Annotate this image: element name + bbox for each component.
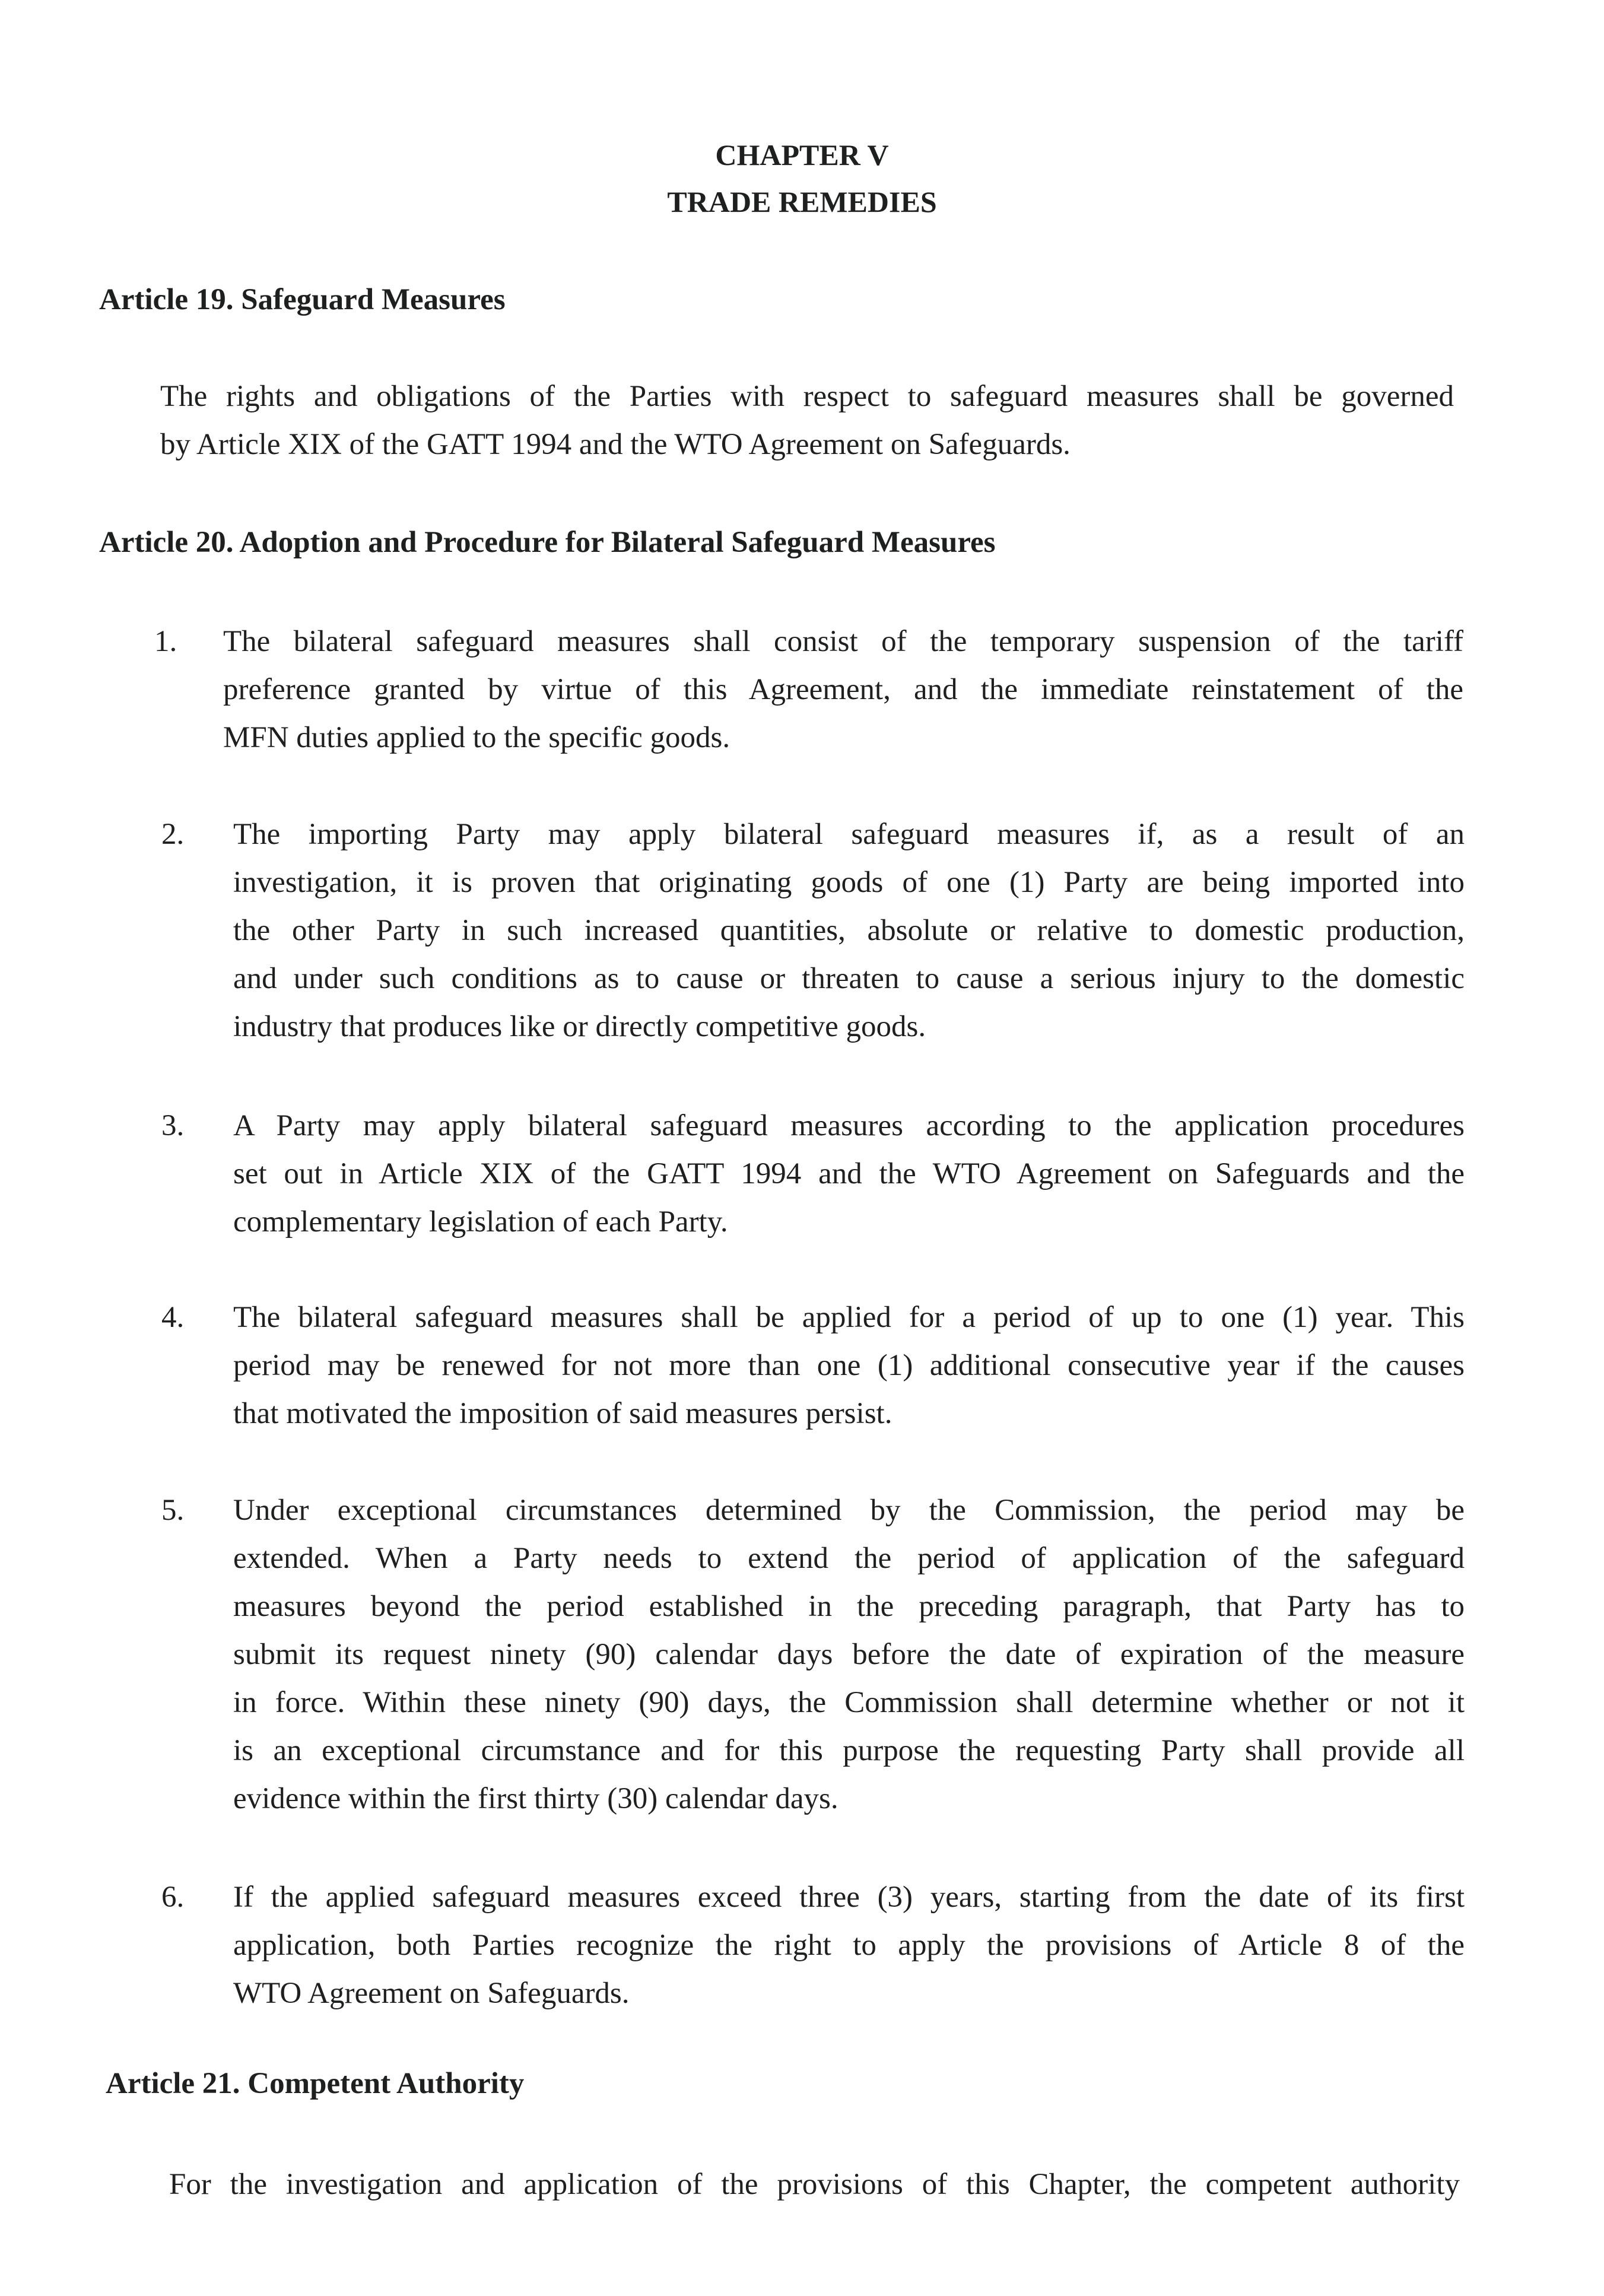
chapter-number: CHAPTER V (715, 138, 889, 172)
text-line: For the investigation and application of the provisions of this Chapter, the competent authority (169, 2168, 1460, 2201)
text-line: by Article XIX of the GATT 1994 and the WTO Agreement on Safeguards. (160, 428, 1071, 461)
text-line: The bilateral safeguard measures shall be applied for a period of up to one (1) year. This (233, 1301, 1465, 1334)
text-line: The importing Party may apply bilateral safeguard measures if, as a result of an (233, 818, 1465, 851)
list-item (223, 618, 1463, 762)
text-line: is an exceptional circumstance and for this purpose the requesting Party shall provide all (233, 1734, 1465, 1767)
list-item (233, 1487, 1465, 1823)
text-line: The bilateral safeguard measures shall consist of the temporary suspension of the tariff (223, 625, 1463, 658)
list-item (233, 1294, 1465, 1438)
text-line: the other Party in such increased quantities, absolute or relative to domestic production, (233, 914, 1465, 947)
list-item-number: 5. (161, 1494, 185, 1527)
text-line: Under exceptional circumstances determined by the Commission, the period may be (233, 1494, 1465, 1527)
text-line: set out in Article XIX of the GATT 1994 and the WTO Agreement on Safeguards and the (233, 1157, 1465, 1190)
text-line: in force. Within these ninety (90) days, the Commission shall determine whether or not it (233, 1686, 1465, 1719)
article-21-heading: Article 21. Competent Authority (106, 2067, 525, 2100)
text-line: WTO Agreement on Safeguards. (233, 1977, 630, 2010)
text-line: complementary legislation of each Party. (233, 1205, 728, 1238)
list-item (233, 1873, 1465, 2018)
text-line: industry that produces like or directly competitive goods. (233, 1010, 926, 1043)
list-item (233, 1102, 1465, 1246)
text-line: If the applied safeguard measures exceed three (3) years, starting from the date of its first (233, 1881, 1465, 1914)
list-item-number: 2. (161, 818, 185, 851)
text-line: A Party may apply bilateral safeguard measures according to the application procedures (233, 1109, 1465, 1142)
text-line: measures beyond the period established in the preceding paragraph, that Party has to (233, 1590, 1465, 1623)
text-line: evidence within the first thirty (30) calendar days. (233, 1782, 838, 1815)
text-line: investigation, it is proven that originating goods of one (1) Party are being imported into (233, 866, 1465, 899)
list-item (233, 811, 1465, 1051)
text-line: The rights and obligations of the Parties with respect to safeguard measures shall be governed (160, 380, 1454, 413)
article-21-paragraph (169, 2161, 1460, 2209)
article-19-heading: Article 19. Safeguard Measures (99, 283, 506, 316)
list-item-number: 1. (154, 625, 177, 658)
list-item-number: 6. (161, 1881, 185, 1914)
text-line: application, both Parties recognize the right to apply the provisions of Article 8 of the (233, 1929, 1465, 1962)
text-line: period may be renewed for not more than one (1) additional consecutive year if the causes (233, 1349, 1465, 1382)
text-line: and under such conditions as to cause or threaten to cause a serious injury to the domestic (233, 962, 1465, 995)
list-item-number: 4. (161, 1301, 185, 1334)
article-19-paragraph (160, 373, 1454, 469)
text-line: extended. When a Party needs to extend the period of application of the safeguard (233, 1542, 1465, 1575)
text-line: preference granted by virtue of this Agreement, and the immediate reinstatement of the (223, 673, 1463, 706)
article-20-heading: Article 20. Adoption and Procedure for Bilateral Safeguard Measures (99, 526, 996, 559)
list-item-number: 3. (161, 1109, 185, 1142)
text-line: submit its request ninety (90) calendar days before the date of expiration of the measure (233, 1638, 1465, 1671)
text-line: that motivated the imposition of said measures persist. (233, 1397, 892, 1430)
chapter-title: TRADE REMEDIES (667, 185, 937, 218)
text-line: MFN duties applied to the specific goods. (223, 721, 730, 754)
